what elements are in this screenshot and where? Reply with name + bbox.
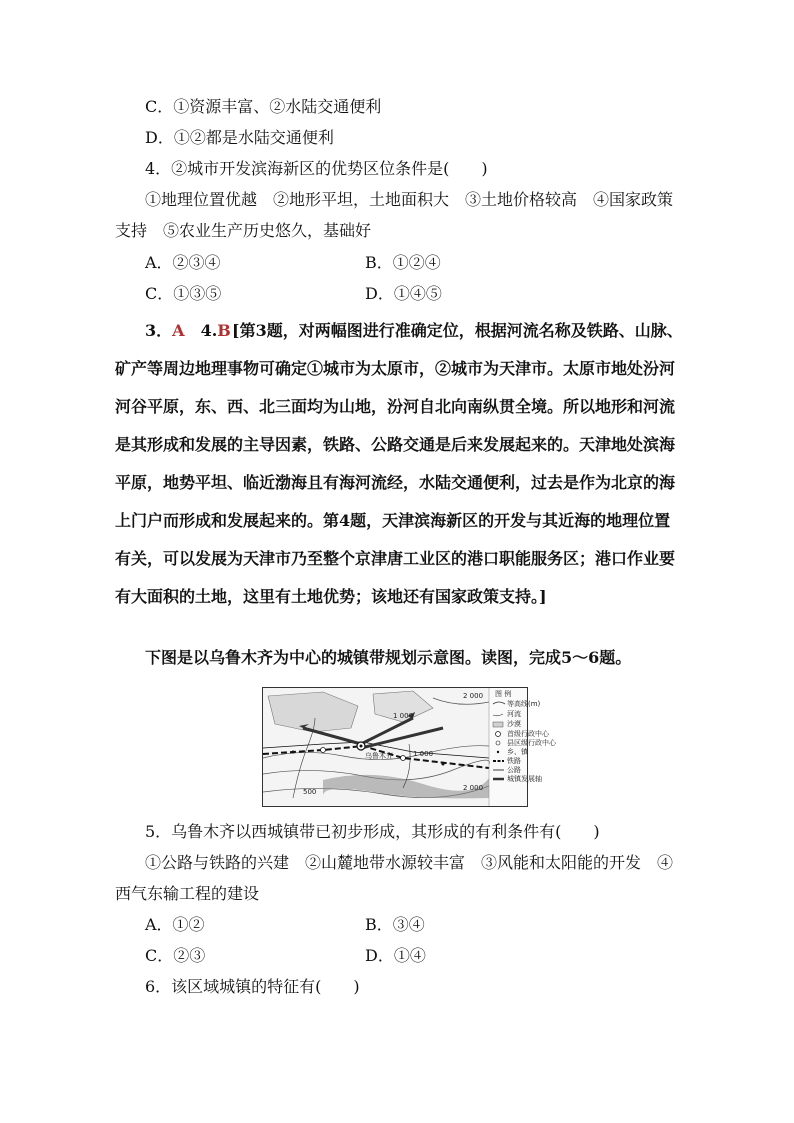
legend-desert-symbol [493,722,503,727]
answer-3: A [172,321,185,340]
city-label-urumqi: 乌鲁木齐 [365,752,393,760]
legend-river: 河流 [507,710,521,718]
q5-stem: 5．乌鲁木齐以西城镇带已初步形成，其形成的有利条件有( ) [145,822,600,841]
q4-conditions-line1: ①地理位置优越 ②地形平坦，土地面积大 ③土地价格较高 ④国家政策 [145,190,674,209]
q4-stem: 4．②城市开发滨海新区的优势区位条件是( ) [145,159,488,178]
legend-contour-symbol [493,702,505,704]
explanation-line-5: 平原，地势平坦、临近渤海且有海河流经，水陆交通便利，过去是作为北京的海 [115,473,676,492]
legend-title: 图 例 [495,690,512,698]
town-marker-2 [442,763,445,766]
legend-river-symbol [493,714,503,716]
county-center-marker [321,748,326,753]
legend-desert: 沙漠 [507,720,521,728]
explanation-line-1: [第3题，对两幅图进行准确定位，根据河流名称及铁路、山脉、 [232,321,683,340]
q3-option-d: D．①②都是水陆交通便利 [145,128,334,147]
q4-option-c: C．①③⑤ [145,284,222,303]
answer-prefix: 3． [145,321,173,340]
legend-capital-symbol [496,732,501,737]
contour-label-2: 2 000 [463,692,484,700]
q4-option-a: A．②③④ [145,253,221,272]
q5-option-a: A．①② [145,915,205,934]
q6-stem: 6．该区域城镇的特征有( ) [145,977,360,996]
q3-option-c: C．①资源丰富、②水陆交通便利 [145,97,382,116]
explanation-line-6: 上门户而形成和发展起来的。第4题，天津滨海新区的开发与其近海的地理位置 [115,511,671,530]
explanation-line-2: 矿产等周边地理事物可确定①城市为太原市，②城市为天津市。太原市地处汾河 [115,359,676,378]
legend-railway: 铁路 [507,757,521,765]
answer-4: B [217,321,231,340]
q4-option-d: D．①④⑤ [365,284,442,303]
answer-heading [145,321,231,341]
legend-highway: 公路 [507,766,521,774]
legend-county-symbol [496,741,500,745]
legend-contour: 等高线(m) [507,700,541,708]
legend-town-symbol [497,751,499,753]
q4-conditions-line2: 支持 ⑤农业生产历史悠久，基础好 [115,221,372,240]
explanation-line-3: 河谷平原，东、西、北三面均为山地，汾河自北向南纵贯全境。所以地形和河流 [115,397,676,416]
q4-option-b: B．①②④ [365,253,441,272]
legend-capital: 首级行政中心 [507,730,549,738]
legend-county: 县区级行政中心 [507,739,556,747]
contour-label-3: 1 000 [413,750,434,758]
contour-label-1: 1 000 [393,712,414,720]
map-intro: 下图是以乌鲁木齐为中心的城镇带规划示意图。读图，完成5～6题。 [145,648,632,667]
q5-option-d: D．①④ [365,946,426,965]
town-marker [292,751,295,754]
legend-town: 乡、镇 [507,748,528,756]
capital-city-dot [360,745,363,748]
contour-label-5: 500 [303,788,317,796]
q5-conditions-line2: 西气东输工程的建设 [115,884,260,903]
explanation-line-8: 有大面积的土地，这里有土地优势；该地还有国家政策支持。] [115,587,547,606]
answer-mid: 4. [184,321,218,340]
legend-axis: 城镇发展轴 [507,775,542,783]
explanation-line-4: 是其形成和发展的主导因素，铁路、公路交通是后来发展起来的。天津地处滨海 [115,435,676,454]
explanation-line-7: 有关，可以发展为天津市乃至整个京津唐工业区的港口职能服务区；港口作业要 [115,549,676,568]
q5-option-c: C．②③ [145,946,206,965]
county-center-marker-2 [401,756,406,761]
urban-belt-map [262,687,556,807]
q5-option-b: B．③④ [365,915,425,934]
q5-conditions-line1: ①公路与铁路的兴建 ②山麓地带水源较丰富 ③风能和太阳能的开发 ④ [145,853,674,872]
contour-label-4: 2 000 [463,784,484,792]
